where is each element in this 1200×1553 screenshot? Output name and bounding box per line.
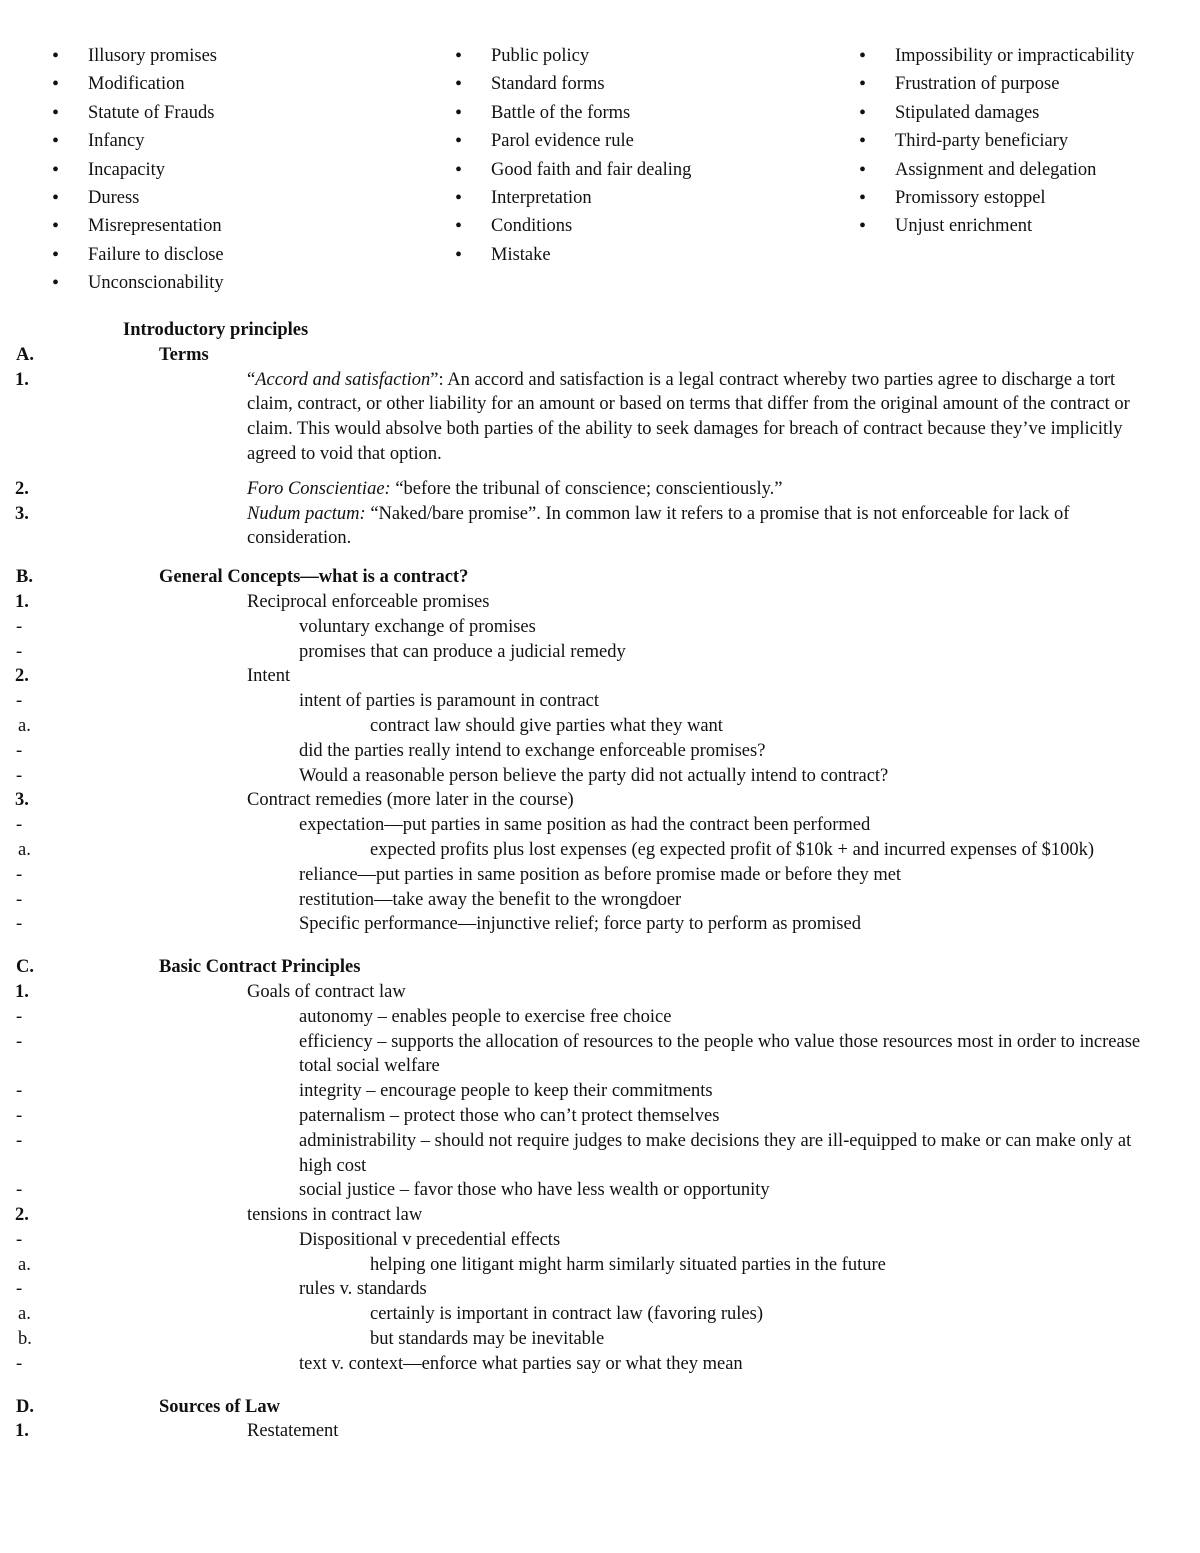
dash-item — [16, 813, 1162, 838]
topic-list — [52, 42, 1172, 298]
item-number: 1. — [15, 1421, 29, 1442]
dash-text: integrity – encourage people to keep their commitments — [299, 1081, 713, 1102]
dash-item — [16, 640, 1162, 665]
term-definition: “before the tribunal of conscience; conscientiously.” — [390, 478, 783, 499]
dash-text: efficiency – supports the allocation of resources to the people who value those resources most in order to increase total social welfare — [299, 1031, 1141, 1077]
subsection-title: Basic Contract Principles — [159, 957, 361, 978]
item-number: 2. — [15, 666, 29, 687]
lettered-item — [18, 1302, 1162, 1327]
subsection-label: D. — [16, 1396, 34, 1417]
topic-item: • Battle of the forms — [455, 99, 859, 127]
term-open-quote: “ — [247, 369, 256, 390]
topic-item: • Misrepresentation — [52, 212, 455, 240]
topic-item: • Assignment and delegation — [859, 156, 1172, 184]
dash-marker: - — [16, 1105, 23, 1126]
item-number: 1. — [15, 981, 29, 1002]
subsection-label: B. — [16, 567, 33, 588]
dash-marker: - — [16, 815, 23, 836]
letter-marker: b. — [18, 1329, 32, 1350]
lettered-text: helping one litigant might harm similarly situated parties in the future — [370, 1254, 886, 1275]
outline-item — [15, 788, 1162, 813]
dash-text: Dispositional v precedential effects — [299, 1229, 561, 1250]
item-number: 2. — [15, 478, 29, 499]
dash-item — [16, 1178, 1162, 1203]
item-number: 3. — [15, 503, 29, 524]
outline-item — [15, 1419, 1162, 1444]
topic-column-3 — [859, 42, 1172, 298]
subsection-heading-sources-of-law — [16, 1395, 1162, 1420]
topic-item: • Unconscionability — [52, 269, 455, 297]
topic-item: • Modification — [52, 70, 455, 98]
dash-marker: - — [16, 740, 23, 761]
letter-marker: a. — [18, 715, 31, 736]
topic-item: • Standard forms — [455, 70, 859, 98]
subsection-heading-general-concepts — [16, 565, 1162, 590]
topic-item: • Mistake — [455, 241, 859, 269]
term-definition: ”: An accord and satisfaction is a legal contract whereby two parties agree to discharge a tort claim, contract, or other liability for an amount or based on terms that differ from the original amount of the contract or claim. This would absolve both parties of the ability to seek damages for breach of contract because they’ve implicitly agreed to void that option. — [247, 369, 1130, 464]
item-text: Goals of contract law — [247, 981, 406, 1002]
item-number: 1. — [15, 591, 29, 612]
item-number: 1. — [15, 369, 29, 390]
dash-item — [16, 863, 1162, 888]
topic-item: • Frustration of purpose — [859, 70, 1172, 98]
dash-marker: - — [16, 691, 23, 712]
dash-text: text v. context—enforce what parties say or what they mean — [299, 1353, 743, 1374]
topic-item: • Incapacity — [52, 156, 455, 184]
section-title: Introductory principles — [123, 320, 309, 340]
topic-item: • Interpretation — [455, 184, 859, 212]
dash-text: restitution—take away the benefit to the wrongdoer — [299, 889, 682, 910]
subsection-title: General Concepts—what is a contract? — [159, 567, 469, 588]
dash-item — [16, 1005, 1162, 1030]
dash-marker: - — [16, 765, 23, 786]
dash-text: autonomy – enables people to exercise free choice — [299, 1006, 672, 1027]
item-text: Reciprocal enforceable promises — [247, 591, 490, 612]
dash-text: expectation—put parties in same position as had the contract been performed — [299, 815, 871, 836]
dash-item — [16, 1352, 1162, 1377]
topic-item: • Conditions — [455, 212, 859, 240]
lettered-text: expected profits plus lost expenses (eg expected profit of $10k + and incurred expenses of $100k) — [370, 839, 1095, 860]
subsection-label: A. — [16, 344, 34, 365]
section-heading — [52, 318, 1162, 343]
dash-marker: - — [16, 914, 23, 935]
dash-item — [16, 739, 1162, 764]
topic-item: • Infancy — [52, 127, 455, 155]
dash-marker: - — [16, 1353, 23, 1374]
dash-text: reliance—put parties in same position as before promise made or before they met — [299, 864, 902, 885]
term-name: Accord and satisfaction — [255, 369, 431, 390]
dash-item — [16, 1129, 1162, 1179]
subsection-title: Sources of Law — [159, 1396, 280, 1417]
term-definition: “Naked/bare promise”. In common law it refers to a promise that is not enforceable for lack of consideration. — [247, 503, 1070, 549]
term-accord-and-satisfaction — [15, 368, 1162, 467]
lettered-text: but standards may be inevitable — [370, 1329, 605, 1350]
dash-marker: - — [16, 1081, 23, 1102]
subsection-title: Terms — [159, 344, 209, 365]
outline-item — [15, 590, 1162, 615]
dash-text: intent of parties is paramount in contract — [299, 691, 600, 712]
dash-item — [16, 689, 1162, 714]
lettered-item — [18, 838, 1162, 863]
term-name: Nudum pactum: — [247, 503, 366, 524]
topic-item: • Unjust enrichment — [859, 212, 1172, 240]
outline-item — [15, 980, 1162, 1005]
topic-item: • Duress — [52, 184, 455, 212]
dash-text: Specific performance—injunctive relief; force party to perform as promised — [299, 914, 861, 935]
item-number: 2. — [15, 1205, 29, 1226]
dash-text: Would a reasonable person believe the party did not actually intend to contract? — [299, 765, 889, 786]
outline — [15, 318, 1162, 1444]
topic-column-2 — [455, 42, 859, 298]
dash-marker: - — [16, 616, 23, 637]
topic-item: • Third-party beneficiary — [859, 127, 1172, 155]
dash-item — [16, 888, 1162, 913]
dash-item — [16, 1030, 1162, 1080]
dash-item — [16, 1104, 1162, 1129]
lettered-item — [18, 714, 1162, 739]
term-foro-conscientiae — [15, 477, 1162, 502]
topic-item: • Stipulated damages — [859, 99, 1172, 127]
term-nudum-pactum — [15, 502, 1162, 552]
dash-text: rules v. standards — [299, 1279, 427, 1300]
item-number: 3. — [15, 790, 29, 811]
topic-item: • Promissory estoppel — [859, 184, 1172, 212]
item-text: tensions in contract law — [247, 1205, 423, 1226]
topic-item: • Good faith and fair dealing — [455, 156, 859, 184]
dash-item — [16, 615, 1162, 640]
letter-marker: a. — [18, 839, 31, 860]
term-name: Foro Conscientiae: — [247, 478, 391, 499]
topic-item: • Illusory promises — [52, 42, 455, 70]
dash-marker: - — [16, 889, 23, 910]
dash-marker: - — [16, 1229, 23, 1250]
letter-marker: a. — [18, 1304, 31, 1325]
item-text: Contract remedies (more later in the course) — [247, 790, 574, 811]
dash-item — [16, 1079, 1162, 1104]
topic-item: • Failure to disclose — [52, 241, 455, 269]
lettered-text: certainly is important in contract law (favoring rules) — [370, 1304, 763, 1325]
dash-text: promises that can produce a judicial remedy — [299, 641, 626, 662]
letter-marker: a. — [18, 1254, 31, 1275]
lettered-item — [18, 1327, 1162, 1352]
item-text: Intent — [247, 666, 291, 687]
dash-item — [16, 1228, 1162, 1253]
lettered-item — [18, 1253, 1162, 1278]
lettered-text: contract law should give parties what they want — [370, 715, 723, 736]
dash-text: administrability – should not require judges to make decisions they are ill-equipped to make or can make only at high cost — [299, 1130, 1132, 1176]
dash-marker: - — [16, 1031, 23, 1052]
subsection-label: C. — [16, 957, 34, 978]
topic-item: • Public policy — [455, 42, 859, 70]
dash-text: did the parties really intend to exchange enforceable promises? — [299, 740, 766, 761]
outline-item — [15, 1203, 1162, 1228]
dash-marker: - — [16, 1180, 23, 1201]
outline-item — [15, 664, 1162, 689]
dash-item — [16, 912, 1162, 937]
topic-item: • Statute of Frauds — [52, 99, 455, 127]
dash-marker: - — [16, 864, 23, 885]
topic-column-1 — [52, 42, 455, 298]
subsection-heading-basic-principles — [16, 955, 1162, 980]
topic-item: • Parol evidence rule — [455, 127, 859, 155]
dash-item — [16, 764, 1162, 789]
dash-marker: - — [16, 641, 23, 662]
topic-item: • Impossibility or impracticability — [859, 42, 1172, 70]
dash-text: paternalism – protect those who can’t protect themselves — [299, 1105, 720, 1126]
dash-text: voluntary exchange of promises — [299, 616, 536, 637]
dash-marker: - — [16, 1130, 23, 1151]
dash-marker: - — [16, 1006, 23, 1027]
subsection-heading-terms — [16, 343, 1162, 368]
dash-text: social justice – favor those who have less wealth or opportunity — [299, 1180, 770, 1201]
item-text: Restatement — [247, 1421, 339, 1442]
dash-marker: - — [16, 1279, 23, 1300]
dash-item — [16, 1277, 1162, 1302]
